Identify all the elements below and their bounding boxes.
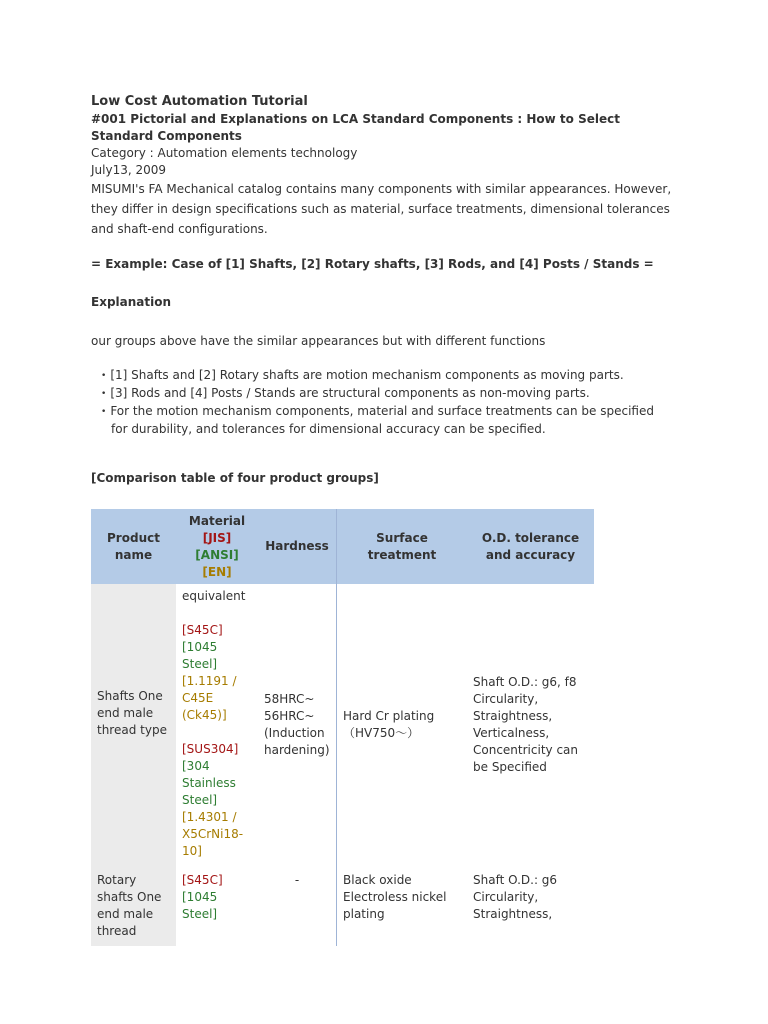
header-product-name: Product name [91,509,176,584]
header-surface-treatment: Surface treatment [337,509,468,584]
cell-product-name: Rotary shafts One end male thread [91,866,176,946]
comparison-table [91,509,594,946]
cell-od-tolerance: Shaft O.D.: g6 Circularity, Straightness, [473,873,558,921]
header-material-en: [EN] [202,564,232,579]
cell-od-tolerance: Shaft O.D.: g6, f8 Circularity, Straightness, Verticalness, Concentricity can be Specified [473,675,578,774]
comparison-heading: [Comparison table of four product groups] [91,471,379,485]
bullet-list [101,367,671,438]
example-heading: = Example: Case of [1] Shafts, [2] Rotary shafts, [3] Rods, and [4] Posts / Stands = [91,257,654,271]
cell-hardness: - [258,866,337,946]
cell-product-name: Shafts One end male thread type [91,584,176,866]
list-item: • [3] Rods and [4] Posts / Stands are structural components as non-moving parts. [101,386,590,400]
header-material: Material [JIS] [ANSI] [EN] [176,509,258,584]
table-row [91,584,594,866]
header-od-tolerance: O.D. tolerance and accuracy [467,509,594,584]
bullet-icon: • [101,389,107,399]
bullet-icon: • [101,371,107,381]
explanation-text: our groups above have the similar appearances but with different functions [91,334,546,348]
cell-surface-treatment: Black oxide Electroless nickel plating [343,873,447,921]
explanation-heading: Explanation [91,295,172,309]
cell-hardness: 58HRC~ 56HRC~ (Induction hardening) [258,584,337,866]
cell-material: equivalent [S45C] [1045 Steel] [1.1191 / C45E (Ck45)] [SUS304] [304 Stainless Steel] [1.4301 / X5CrNi18-10] [182,589,246,858]
table-header-row [91,509,594,584]
cell-material: [S45C] [1045 Steel] [182,873,223,921]
cell-surface-treatment: Hard Cr plating（HV750～） [343,709,435,740]
article-category: Category : Automation elements technology [91,146,358,160]
header-material-ansi: [ANSI] [195,547,239,562]
article-subtitle: #001 Pictorial and Explanations on LCA Standard Components : How to Select Standard Components [91,112,620,143]
header-hardness: Hardness [258,509,337,584]
table-row [91,866,594,946]
intro-paragraph: MISUMI's FA Mechanical catalog contains many components with similar appearances. However, they differ in design specifications such as material, surface treatments, dimensional tolerances and shaft-end configurations. [91,182,672,236]
article-date: July13, 2009 [91,163,167,177]
bullet-icon: • [101,407,107,417]
list-item: • For the motion mechanism components, material and surface treatments can be specified for durability, and tolerances for dimensional accuracy can be specified. [101,404,654,436]
article [91,93,681,485]
article-title: Low Cost Automation Tutorial [91,94,308,109]
header-material-jis: [JIS] [202,530,232,545]
list-item: • [1] Shafts and [2] Rotary shafts are motion mechanism components as moving parts. [101,368,624,382]
